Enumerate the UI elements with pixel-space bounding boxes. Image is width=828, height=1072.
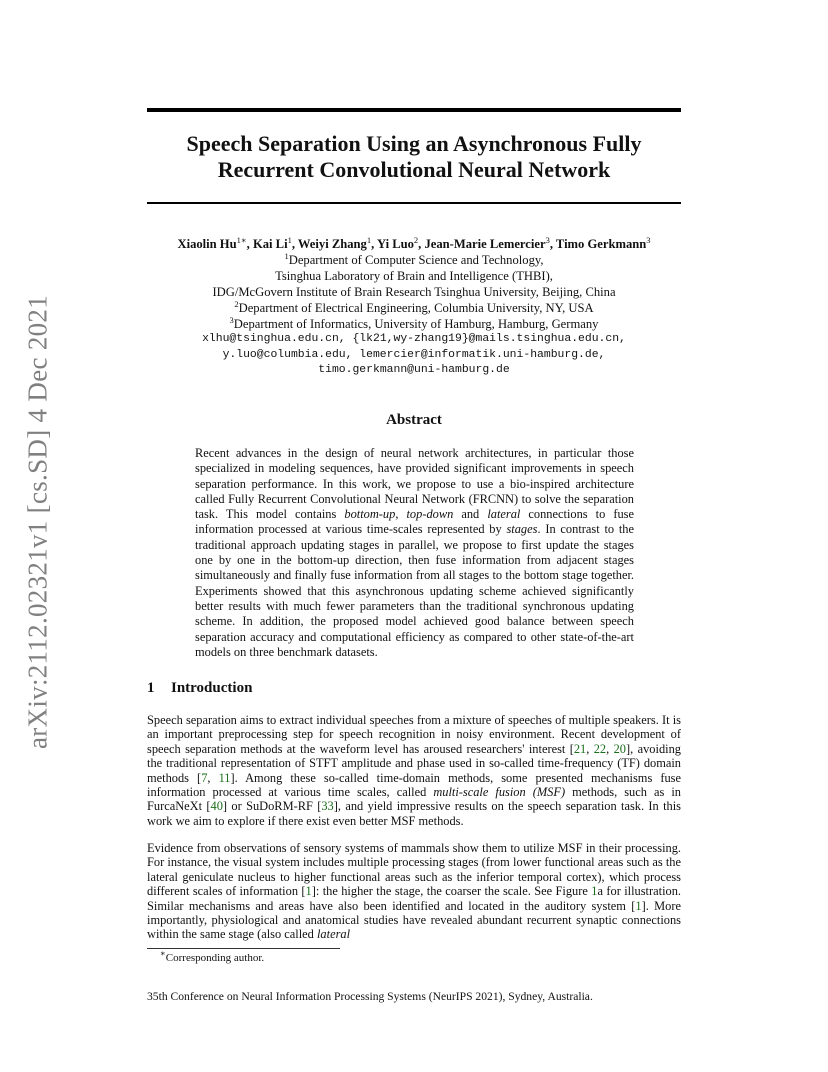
author-list [100, 236, 728, 252]
affiliation-mark: 1 [284, 251, 289, 261]
abstract-emphasis: top-down [406, 507, 454, 522]
affiliation-text: Department of Informatics, University of Hamburg, Hamburg, Germany [233, 317, 599, 331]
author-affiliation-mark: 1 [287, 235, 292, 245]
title-top-rule [147, 108, 681, 112]
footnote-mark: ∗ [160, 948, 166, 958]
author-name: Xiaolin Hu [177, 237, 237, 251]
title-line-1: Speech Separation Using an Asynchronous Fully [186, 131, 642, 156]
email-line-3[interactable]: timo.gerkmann@uni-hamburg.de [318, 364, 510, 376]
author-name: Kai Li [252, 237, 288, 251]
affiliation-text: Department of Computer Science and Technology, [288, 253, 544, 267]
author-separator: , [549, 237, 556, 251]
citation-link[interactable]: 22 [593, 741, 607, 756]
paragraph-text: , [207, 770, 219, 785]
conference-footer: 35th Conference on Neural Information Processing Systems (NeurIPS 2021), Sydney, Australia. [147, 990, 593, 1003]
paragraph-emphasis: multi-scale fusion (MSF) [433, 785, 566, 800]
section-title: Introduction [171, 680, 253, 696]
paragraph-text: methods, such as in FurcaNeXt [ [147, 785, 681, 814]
affiliation-3 [100, 316, 728, 332]
abstract-heading: Abstract [386, 412, 442, 428]
footnote-rule [147, 948, 340, 949]
author-separator: , [291, 237, 298, 251]
author-affiliation-mark: 3 [646, 235, 651, 245]
abstract-emphasis: bottom-up [344, 507, 396, 522]
intro-paragraph-1 [147, 713, 681, 828]
author-name: Yi Luo [376, 237, 414, 251]
footnote-text: Corresponding author. [165, 952, 265, 964]
author-block [100, 236, 728, 379]
citation-link[interactable]: 11 [218, 770, 231, 785]
citation-link[interactable]: 21 [573, 741, 587, 756]
section-number: 1 [147, 680, 155, 696]
affiliation-2 [100, 300, 728, 316]
paragraph-text: Speech separation aims to extract individual speeches from a mixture of speeches of multiple speakers. It is an important preprocessing step for speech recognition in noisy environment. Recent development of speech separation methods at the waveform level has aroused researchers' interest [ [147, 713, 681, 756]
abstract-emphasis: lateral [487, 507, 521, 522]
author-separator: , [246, 237, 253, 251]
citation-link[interactable]: 20 [613, 741, 626, 756]
affiliation-text: Department of Electrical Engineering, Columbia University, NY, USA [238, 301, 594, 315]
abstract-text: , [395, 507, 407, 522]
abstract-text: connections to fuse information processed at various time-scales represented by [195, 507, 635, 537]
email-line-1[interactable]: xlhu@tsinghua.edu.cn, {lk21,wy-zhang19}@mails.tsinghua.edu.cn, [202, 333, 626, 345]
author-affiliation-mark: 2 [413, 235, 419, 245]
abstract-text: Recent advances in the design of neural network architectures, in particular those specialized in modeling sequences, have provided significant improvements in speech separation performance. In this work, we propose to use a bio-inspired architecture called Fully Recurrent Convolutional Neural Network (FRCNN) to solve the separation task. This model contains [195, 446, 634, 522]
citation-link[interactable]: 40 [210, 799, 223, 814]
abstract-text: . In contrast to the traditional approach updating stages in parallel, we propose to first update the stages one by one in the bottom-up direction, then fuse information from adjacent stages simultaneously and finally fuse information from all stages to the bottom stage together. Experiments showed that this asynchronous updating scheme achieved significantly better results with much fewer parameters than the traditional synchronous updating scheme. In addition, the proposed model achieved good balance between speech separation accuracy and computational efficiency as compared to other state-of-the-art models on three benchmark datasets. [195, 522, 634, 659]
author-affiliation-mark: 3 [545, 235, 550, 245]
citation-link[interactable]: 33 [321, 799, 334, 814]
affiliation-1-line-2: Tsinghua Laboratory of Brain and Intelligence (THBI), [275, 269, 553, 283]
paragraph-text: ] or SuDoRM-RF [ [222, 799, 322, 814]
email-line-2[interactable]: y.luo@columbia.edu, lemercier@informatik.uni-hamburg.de, [222, 348, 606, 361]
author-separator: , [418, 237, 425, 251]
paragraph-emphasis: lateral [316, 927, 351, 942]
intro-paragraph-2 [147, 841, 681, 942]
arxiv-stamp: arXiv:2112.02321v1 [cs.SD] 4 Dec 2021 [22, 294, 53, 750]
paragraph-text: ], and yield impressive results on the speech separation task. In this work we aim to explore if there exist even better MSF methods. [147, 799, 681, 828]
figure-link[interactable]: 1 [591, 884, 598, 899]
title-line-2: Recurrent Convolutional Neural Network [217, 157, 611, 182]
title-bottom-rule [147, 202, 681, 204]
paragraph-text: , [606, 741, 614, 756]
citation-link[interactable]: 1 [635, 898, 642, 913]
paragraph-text: ], avoiding the traditional representation of STFT amplitude and phase used in so-called time-frequency (TF) domain methods [ [147, 741, 681, 785]
paragraph-text: ]. Among these so-called time-domain methods, some presented mechanisms fuse information processed at various time scales, called [147, 770, 681, 800]
paragraph-text: a for illustration. Similar mechanisms and areas have also been identified and located in the auditory system [ [147, 884, 682, 913]
abstract-text: and [453, 507, 488, 522]
footnote [160, 948, 265, 964]
abstract-emphasis: stages [506, 522, 538, 537]
paper-title [147, 131, 681, 183]
citation-link[interactable]: 7 [201, 770, 208, 785]
section-heading-introduction [147, 680, 252, 697]
affiliation-1-line-3: IDG/McGovern Institute of Brain Research Tsinghua University, Beijing, China [212, 285, 616, 299]
paragraph-text: Evidence from observations of sensory systems of mammals show them to utilize MSF in their processing. For instance, the visual system includes multiple processing stages (from lower functional areas such as the lateral geniculate nucleus to higher functional areas such as the inferior temporal cortex), which process different scales of information [ [147, 841, 681, 899]
author-separator: , [371, 237, 377, 251]
paragraph-text: , [586, 741, 594, 756]
abstract-body [195, 446, 634, 660]
affiliation-mark: 2 [234, 299, 239, 309]
affiliation-1 [100, 252, 728, 268]
author-affiliation-mark: 1 [366, 235, 372, 245]
author-name: Timo Gerkmann [555, 237, 647, 251]
author-name: Jean-Marie Lemercier [424, 237, 546, 251]
paragraph-text: ]: the higher the stage, the coarser the scale. See Figure [311, 884, 592, 899]
author-affiliation-mark: 1∗ [236, 235, 247, 245]
citation-link[interactable]: 1 [305, 884, 312, 899]
author-name: Weiyi Zhang [297, 237, 367, 251]
paragraph-text: ]. More importantly, physiological and anatomical studies have revealed abundant recurrent synaptic connections within the same stage (also called [147, 898, 681, 942]
affiliation-mark: 3 [229, 315, 234, 325]
